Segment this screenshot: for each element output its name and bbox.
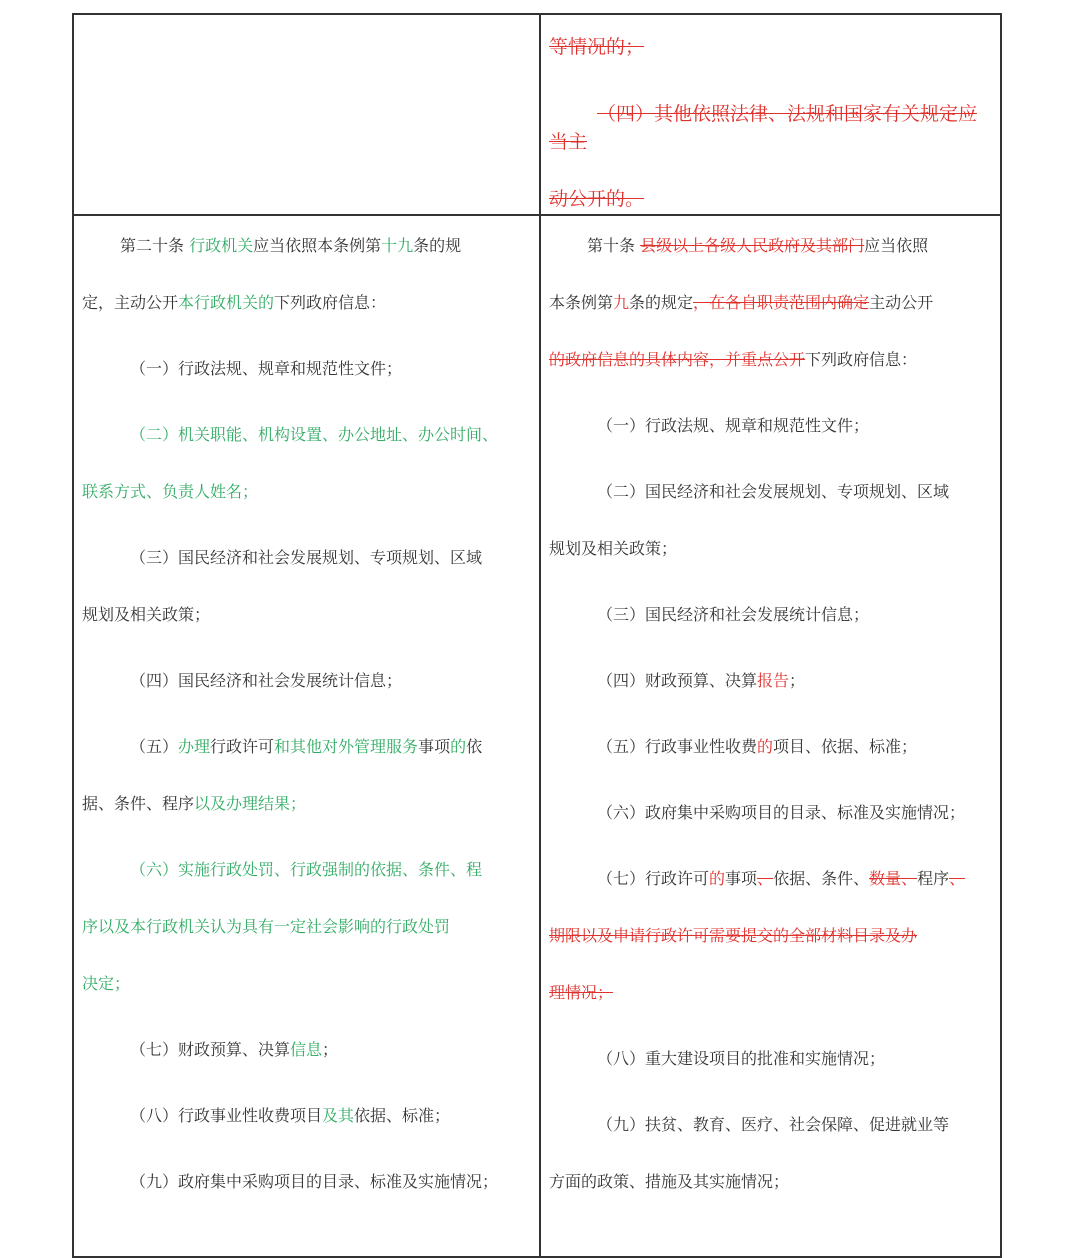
new-item-6: （六）实施行政处罚、行政强制的依据、条件、程 xyxy=(130,860,483,879)
old-item-6: （六）政府集中采购项目的目录、标准及实施情况； xyxy=(597,803,966,822)
top-left-content xyxy=(74,15,539,214)
old-item-3-tail: 等情况的； xyxy=(549,36,645,58)
top-right-cell: 等情况的； （四）其他依照法律、法规和国家有关规定应当主 动公开的。 xyxy=(540,14,1001,215)
old-article-heading: 第十条 县级以上各级人民政府及其部门应当依照 xyxy=(587,236,929,255)
table-row xyxy=(73,215,1001,1257)
new-item-7: （七）财政预算、决算信息； xyxy=(130,1040,339,1059)
old-item-9: （九）扶贫、教育、医疗、社会保障、促进就业等 xyxy=(597,1115,950,1134)
new-item-5: （五）办理行政许可和其他对外管理服务事项的依 xyxy=(130,737,483,756)
new-article-heading: 第二十条 行政机关应当依照本条例第十九条的规 xyxy=(120,236,462,255)
top-left-cell xyxy=(73,14,540,215)
old-item-1: （一）行政法规、规章和规范性文件； xyxy=(597,416,870,435)
old-item-2: （二）国民经济和社会发展规划、专项规划、区域 xyxy=(597,482,950,501)
comparison-table xyxy=(72,13,1002,1258)
old-item-4: （四）其他依照法律、法规和国家有关规定应当主 xyxy=(549,103,978,153)
old-regulation-cell: 第十条 县级以上各级人民政府及其部门应当依照 本条例第九条的规定，在各自职责范围内确定主动公开 的政府信息的具体内容，并重点公开下列政府信息： （一）行政法规、规章和规范性文件； （二）国民经济和社会发展规划、专项规划、区域 规划及相关政策； （三）国民经济和社会发展统计信息； （四）财政预算、决算报告； （五）行政事业性收费的项目、依据、标准； （六）政府集中采购项目的目录、标准及实施情况； （七）行政许可的事项、依据、条件、数量、程序、 期限以及申请行政许可需要提交的全部材料目录及办 理情况； （八）重大建设项目的批准和实施情况； （九）扶贫、教育、医疗、社会保障、促进就业等 方面的政策、措施及其实施情况； xyxy=(540,215,1001,1257)
new-regulation-cell: 第二十条 行政机关应当依照本条例第十九条的规 定，主动公开本行政机关的下列政府信息： （一）行政法规、规章和规范性文件； （二）机关职能、机构设置、办公地址、办公时间、 联系方式、负责人姓名； （三）国民经济和社会发展规划、专项规划、区域 规划及相关政策； （四）国民经济和社会发展统计信息； （五）办理行政许可和其他对外管理服务事项的依 据、条件、程序以及办理结果； （六）实施行政处罚、行政强制的依据、条件、程 序以及本行政机关认为具有一定社会影响的行政处罚 决定； （七）财政预算、决算信息； （八）行政事业性收费项目及其依据、标准； （九）政府集中采购项目的目录、标准及实施情况； xyxy=(73,215,540,1257)
old-item-8: （八）重大建设项目的批准和实施情况； xyxy=(597,1049,886,1068)
new-item-9: （九）政府集中采购项目的目录、标准及实施情况； xyxy=(130,1172,499,1191)
new-item-2: （二）机关职能、机构设置、办公地址、办公时间、 xyxy=(130,425,499,444)
new-item-1: （一）行政法规、规章和规范性文件； xyxy=(130,359,403,378)
table-row xyxy=(73,14,1001,215)
new-item-4: （四）国民经济和社会发展统计信息； xyxy=(130,671,403,690)
old-item-3: （三）国民经济和社会发展统计信息； xyxy=(597,605,870,624)
old-item-7: （七）行政许可的事项、依据、条件、数量、程序、 xyxy=(597,869,966,888)
old-item-4: （四）财政预算、决算报告； xyxy=(597,671,806,690)
new-item-8: （八）行政事业性收费项目及其依据、标准； xyxy=(130,1106,451,1125)
old-item-5: （五）行政事业性收费的项目、依据、标准； xyxy=(597,737,918,756)
new-item-3: （三）国民经济和社会发展规划、专项规划、区域 xyxy=(130,548,483,567)
